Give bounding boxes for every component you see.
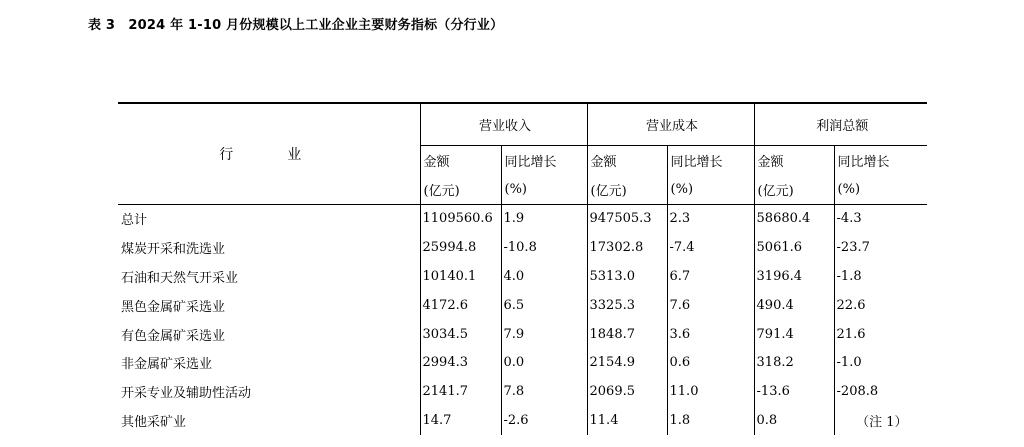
table-cell: 3196.4 xyxy=(754,262,834,291)
table-cell: 17302.8 xyxy=(587,233,667,262)
group-header-cost: 营业成本 xyxy=(587,103,754,146)
table-cell: 2141.7 xyxy=(420,377,501,406)
table-row xyxy=(118,233,927,262)
table-cell: 2.3 xyxy=(667,204,754,233)
table-cell: 22.6 xyxy=(834,291,927,320)
table-cell: 318.2 xyxy=(754,349,834,378)
table-cell: 0.8 xyxy=(754,406,834,435)
subheader-unit: (%) xyxy=(667,175,754,204)
subheader-label: 金额 xyxy=(754,146,834,175)
table-cell: -13.6 xyxy=(754,377,834,406)
industry-name: 石油和天然气开采业 xyxy=(121,271,239,287)
table-cell: 3.6 xyxy=(667,320,754,349)
table-row xyxy=(118,377,927,406)
table-cell: 6.5 xyxy=(501,291,587,320)
table-cell: 947505.3 xyxy=(587,204,667,233)
subheader-unit: (%) xyxy=(501,175,587,204)
table-row xyxy=(118,291,927,320)
subheader-label: 同比增长 xyxy=(834,146,927,175)
table-row xyxy=(118,262,927,291)
table-cell: -23.7 xyxy=(834,233,927,262)
table-cell: 58680.4 xyxy=(754,204,834,233)
subheader-unit: (亿元) xyxy=(587,175,667,204)
table-cell: 2154.9 xyxy=(587,349,667,378)
table-cell: 5061.6 xyxy=(754,233,834,262)
table-cell: 11.4 xyxy=(587,406,667,435)
table-cell: 2069.5 xyxy=(587,377,667,406)
table-cell: 1848.7 xyxy=(587,320,667,349)
table-cell: -4.3 xyxy=(834,204,927,233)
subheader-label: 金额 xyxy=(420,146,501,175)
table-cell: 7.9 xyxy=(501,320,587,349)
table-row xyxy=(118,204,927,233)
table-cell: 0.0 xyxy=(501,349,587,378)
table-cell: -10.8 xyxy=(501,233,587,262)
industry-name: 总计 xyxy=(121,213,148,229)
industry-header: 行 业 xyxy=(118,103,420,204)
table-cell: -1.8 xyxy=(834,262,927,291)
financial-indicators-table xyxy=(118,102,927,435)
table-cell: 25994.8 xyxy=(420,233,501,262)
subheader-unit: (亿元) xyxy=(420,175,501,204)
table-cell: 10140.1 xyxy=(420,262,501,291)
industry-name: 黑色金属矿采选业 xyxy=(121,299,226,315)
table-cell: 5313.0 xyxy=(587,262,667,291)
table-cell: -1.0 xyxy=(834,349,927,378)
industry-name: 煤炭开采和洗选业 xyxy=(121,242,226,258)
table-row xyxy=(118,320,927,349)
table-cell: 3034.5 xyxy=(420,320,501,349)
table-cell: -7.4 xyxy=(667,233,754,262)
table-cell: 0.6 xyxy=(667,349,754,378)
table-cell: -208.8 xyxy=(834,377,927,406)
table-cell: 7.6 xyxy=(667,291,754,320)
table-cell: 1.9 xyxy=(501,204,587,233)
table-cell: 490.4 xyxy=(754,291,834,320)
subheader-label: 同比增长 xyxy=(667,146,754,175)
table-cell: 3325.3 xyxy=(587,291,667,320)
table-cell: 14.7 xyxy=(420,406,501,435)
group-header-revenue: 营业收入 xyxy=(420,103,587,146)
table-cell: 21.6 xyxy=(834,320,927,349)
table-cell: 1109560.6 xyxy=(420,204,501,233)
subheader-unit: (%) xyxy=(834,175,927,204)
table-cell: （注 1） xyxy=(834,406,927,435)
subheader-label: 金额 xyxy=(587,146,667,175)
industry-name: 非金属矿采选业 xyxy=(121,357,213,373)
industry-name: 有色金属矿采选业 xyxy=(121,328,226,344)
table-row xyxy=(118,349,927,378)
table-cell: 11.0 xyxy=(667,377,754,406)
table-cell: 6.7 xyxy=(667,262,754,291)
table-title: 表 3 2024 年 1-10 月份规模以上工业企业主要财务指标（分行业） xyxy=(88,18,504,33)
table-cell: 2994.3 xyxy=(420,349,501,378)
table-cell: 4.0 xyxy=(501,262,587,291)
table-cell: 7.8 xyxy=(501,377,587,406)
subheader-label: 同比增长 xyxy=(501,146,587,175)
table-cell: 4172.6 xyxy=(420,291,501,320)
table-row xyxy=(118,406,927,435)
industry-name: 其他采矿业 xyxy=(121,415,187,431)
table-cell: 791.4 xyxy=(754,320,834,349)
table-cell: -2.6 xyxy=(501,406,587,435)
header-row-groups xyxy=(118,103,927,146)
industry-name: 开采专业及辅助性活动 xyxy=(121,386,252,402)
subheader-unit: (亿元) xyxy=(754,175,834,204)
group-header-profit: 利润总额 xyxy=(754,103,927,146)
table-cell: 1.8 xyxy=(667,406,754,435)
